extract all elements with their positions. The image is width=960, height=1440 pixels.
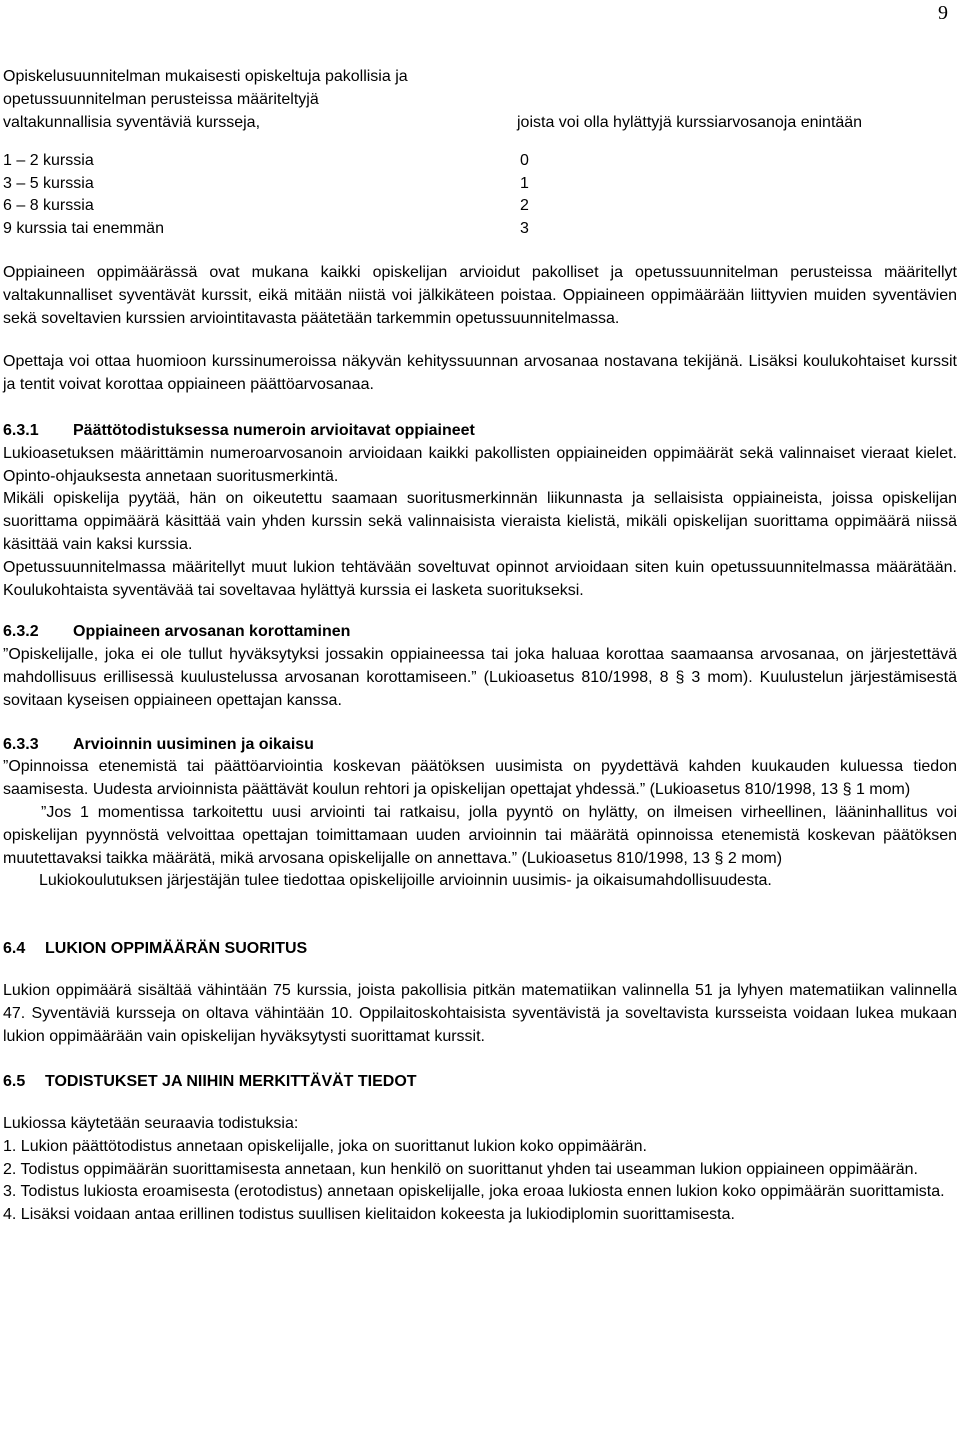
paragraph: Opettaja voi ottaa huomioon kurssinumeroissa näkyvän kehityssuunnan arvosanaa nostavana tekijänä. Lisäksi koulukohtaiset kurssit ja tentit voivat korottaa oppiaineen päättöarvosanaa. — [3, 353, 957, 394]
failed-allowed: 0 — [520, 151, 529, 169]
grade-table-right-header: joista voi olla hylättyjä kurssiarvosanoja enintään — [517, 114, 863, 131]
page-number: 9 — [938, 2, 948, 24]
section-title: TODISTUKSET JA NIIHIN MERKITTÄVÄT TIEDOT — [45, 1073, 417, 1091]
page-content — [3, 66, 957, 1227]
failed-allowed: 1 — [520, 174, 529, 192]
section-heading-6-4 — [3, 938, 957, 961]
section-title: LUKION OPPIMÄÄRÄN SUORITUS — [45, 940, 308, 958]
section-title: Päättötodistuksessa numeroin arvioitavat oppiaineet — [73, 421, 475, 439]
grade-table-row — [3, 173, 957, 196]
section-number: 6.3.1 — [3, 421, 39, 439]
list-item: 2. Todistus oppimäärän suorittamisesta annetaan, kun henkilö on suorittanut yhden tai useamman lukion oppiaineen oppimäärän. — [3, 1160, 918, 1178]
paragraph: ”Opinnoissa etenemistä tai päättöarviointia koskevan päätöksen uusimista on pyydettävä kahden kuukauden kuluessa tiedon saamisesta. Uudesta arvioinnista päättävät koulun rehtori ja opiskelijan opettajat yhdessä.” (Lukioasetus 810/1998, 13 § 1 mom) — [3, 758, 957, 799]
section-number: 6.4 — [3, 940, 26, 958]
course-count: 3 – 5 kurssia — [3, 174, 94, 192]
grade-table-header — [3, 66, 957, 135]
course-count: 6 – 8 kurssia — [3, 197, 94, 215]
section-heading-6-5 — [3, 1071, 957, 1094]
paragraph: Opetussuunnitelmassa määritellyt muut lukion tehtävään soveltuvat opinnot arvioidaan siten kuin opetussuunnitelmassa määrätään. Koulukohtaista syventävää tai soveltavaa hylättyä kurssia ei lasketa suoritukseksi. — [3, 558, 957, 599]
paragraph: Oppiaineen oppimäärässä ovat mukana kaikki opiskelijan arvioidut pakolliset ja opetussuunnitelman perusteissa määritellyt valtakunnalliset syventävät kurssit, eikä mitään niistä voi jälkikäteen poistaa. Oppiaineen oppimäärään liittyvien muiden syventävien sekä soveltavien kurssien arviointitavasta päätetään tarkemmin opetussuunnitelmassa. — [3, 263, 957, 327]
paragraph: Mikäli opiskelija pyytää, hän on oikeutettu saamaan suoritusmerkinnän liikunnasta ja sellaisista oppiaineista, joissa opiskelijan suorittama oppimäärä käsittää vain yhden kurssin sekä valinnaisista vieraista kielistä, mikäli opiskelijan suorittama oppimäärä niissä käsittää vain kaksi kurssia. — [3, 490, 957, 553]
failed-allowed: 2 — [520, 197, 529, 215]
course-count: 9 kurssia tai enemmän — [3, 220, 164, 238]
paragraph: ”Opiskelijalle, joka ei ole tullut hyväksytyksi jossakin oppiaineessa tai joka haluaa korottaa saamaansa arvosanaa, on järjestettävä mahdollisuus erillisessä kuulustelussa arvosanan korottamiseen.” (Lukioasetus 810/1998, 8 § 3 mom). Kuulustelun järjestämisestä sovitaan kyseisen oppiaineen opettajan kanssa. — [3, 646, 957, 709]
section-title: Oppiaineen arvosanan korottaminen — [73, 623, 351, 641]
section-title: Arvioinnin uusiminen ja oikaisu — [73, 735, 314, 753]
paragraph: Lukion oppimäärä sisältää vähintään 75 kurssia, joista pakollisia pitkän matematiikan valinnella 51 ja lyhyen matematiikan valinnella 47. Syventäviä kursseja on oltava vähintään 10. Oppilaitoskohtaisista syventävistä ja soveltavista kursseista voidaan lukea mukaan lukion oppimäärään vain opiskelijan hyväksytysti suorittamat kurssit. — [3, 981, 957, 1045]
section-number: 6.3.3 — [3, 735, 39, 753]
grade-table-row — [3, 218, 957, 241]
failed-allowed: 3 — [520, 220, 529, 238]
paragraph: Lukioasetuksen määrittämin numeroarvosanoin arvioidaan kaikki pakollisten oppiaineiden oppimäärät sekä valinnaiset vieraat kielet. Opinto-ohjauksesta annetaan suoritusmerkintä. — [3, 444, 957, 485]
paragraph: ”Jos 1 momentissa tarkoitettu uusi arviointi tai ratkaisu, jolla pyyntö on hylätty, on ilmeisen virheellinen, lääninhallitus voi opiskelijan pyynnöstä velvoittaa opettajan toimittamaan uuden arvioinnin tai määrätä opinnoissa etenemistä koskevan päätöksen muutettavaksi taikka määrätä, mikä arvosana opiskelijalle on annettava.” (Lukioasetus 810/1998, 13 § 2 mom) — [3, 803, 957, 867]
section-number: 6.5 — [3, 1073, 26, 1091]
section-heading-6-3-3 — [3, 734, 957, 757]
section-heading-6-3-1 — [3, 420, 957, 443]
grade-table — [3, 150, 957, 241]
list-intro: Lukiossa käytetään seuraavia todistuksia: — [3, 1115, 299, 1133]
list-item: 1. Lukion päättötodistus annetaan opiskelijalle, joka on suorittanut lukion koko oppimäärän. — [3, 1137, 647, 1155]
section-number: 6.3.2 — [3, 623, 39, 641]
paragraph: Lukiokoulutuksen järjestäjän tulee tiedottaa opiskelijoille arvioinnin uusimis- ja oikaisumahdollisuudesta. — [39, 872, 772, 890]
section-heading-6-3-2 — [3, 621, 957, 644]
list-item: 3. Todistus lukiosta eroamisesta (erotodistus) annetaan opiskelijalle, joka eroaa lukiosta ennen lukion koko oppimäärän suorittamista. — [3, 1183, 945, 1201]
grade-table-row — [3, 195, 957, 218]
course-count: 1 – 2 kurssia — [3, 151, 94, 169]
grade-table-row — [3, 150, 957, 173]
grade-table-left-header: Opiskelusuunnitelman mukaisesti opiskeltuja pakollisia ja opetussuunnitelman perusteissa määriteltyjä valtakunnallisia syventäviä kursseja, — [3, 68, 408, 131]
list-item: 4. Lisäksi voidaan antaa erillinen todistus suullisen kielitaidon kokeesta ja lukiodiplomin suorittamisesta. — [3, 1206, 735, 1224]
